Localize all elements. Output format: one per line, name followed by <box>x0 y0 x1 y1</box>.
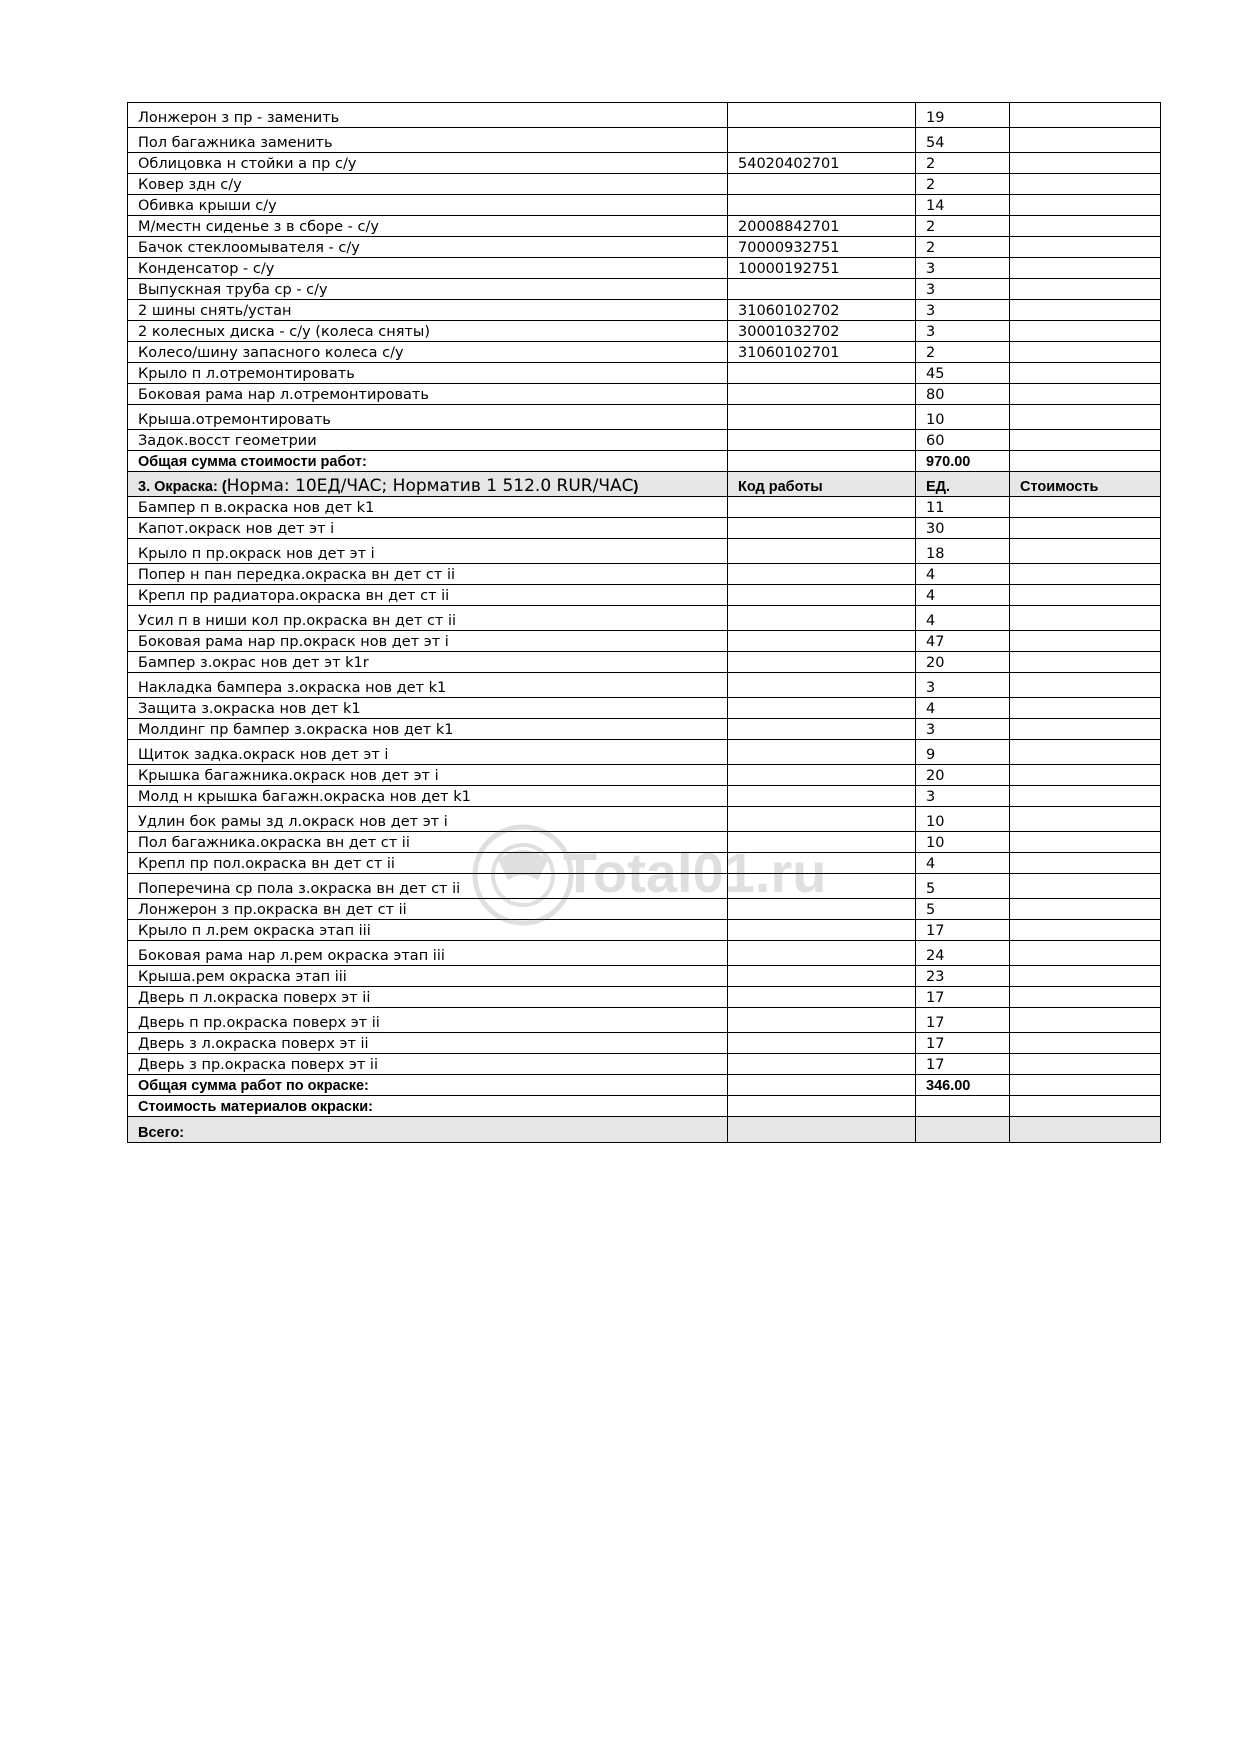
work-row <box>128 153 1161 174</box>
col-header-cost: Стоимость <box>1010 472 1161 497</box>
paint-row <box>128 786 1161 807</box>
paint-code-cell <box>728 1054 916 1075</box>
paint-name-cell: Пол багажника.окраска вн дет ст ii <box>128 832 728 853</box>
paint-header <box>128 472 1161 497</box>
paint-row <box>128 941 1161 966</box>
work-row <box>128 279 1161 300</box>
paint-name-cell: Дверь п л.окраска поверх эт ii <box>128 987 728 1008</box>
paint-code-cell <box>728 832 916 853</box>
work-code-cell <box>728 195 916 216</box>
paint-title: 3. Окраска: ( <box>138 479 227 495</box>
work-units-cell: 80 <box>916 384 1010 405</box>
paint-name-cell: Крепл пр пол.окраска вн дет ст ii <box>128 853 728 874</box>
paint-name-cell: Крыша.рем окраска этап iii <box>128 966 728 987</box>
work-name-cell: 2 колесных диска - с/у (колеса сняты) <box>128 321 728 342</box>
work-name-cell: Выпускная труба ср - с/у <box>128 279 728 300</box>
work-name-cell: Обивка крыши с/у <box>128 195 728 216</box>
paint-cost-cell <box>1010 765 1161 786</box>
work-code-cell: 54020402701 <box>728 153 916 174</box>
paint-row <box>128 832 1161 853</box>
work-row <box>128 430 1161 451</box>
work-units-cell: 2 <box>916 342 1010 363</box>
paint-row <box>128 920 1161 941</box>
paint-cost-cell <box>1010 966 1161 987</box>
work-cost-cell <box>1010 195 1161 216</box>
work-cost-cell <box>1010 174 1161 195</box>
paint-row <box>128 853 1161 874</box>
paint-code-cell <box>728 807 916 832</box>
work-row <box>128 342 1161 363</box>
paint-cost-cell <box>1010 564 1161 585</box>
work-cost-cell <box>1010 405 1161 430</box>
paint-code-cell <box>728 606 916 631</box>
paint-code-cell <box>728 497 916 518</box>
paint-units-cell: 3 <box>916 719 1010 740</box>
paint-code-cell <box>728 698 916 719</box>
paint-row <box>128 807 1161 832</box>
works-total-code <box>728 451 916 472</box>
paint-code-cell <box>728 786 916 807</box>
paint-title-close: ) <box>633 479 639 495</box>
paint-cost-cell <box>1010 673 1161 698</box>
paint-units-cell: 18 <box>916 539 1010 564</box>
work-row <box>128 363 1161 384</box>
paint-row <box>128 1033 1161 1054</box>
estimate-table <box>127 102 1161 1143</box>
work-cost-cell <box>1010 430 1161 451</box>
paint-cost-cell <box>1010 719 1161 740</box>
paint-name-cell: Бампер п в.окраска нов дет k1 <box>128 497 728 518</box>
paint-code-cell <box>728 740 916 765</box>
paint-row <box>128 966 1161 987</box>
work-name-cell: Колесо/шину запасного колеса с/у <box>128 342 728 363</box>
work-code-cell: 30001032702 <box>728 321 916 342</box>
work-units-cell: 3 <box>916 258 1010 279</box>
paint-units-cell: 30 <box>916 518 1010 539</box>
paint-total <box>128 1075 1161 1143</box>
paint-row <box>128 1008 1161 1033</box>
work-name-cell: Конденсатор - с/у <box>128 258 728 279</box>
paint-header-row <box>128 472 1161 497</box>
work-code-cell <box>728 405 916 430</box>
work-name-cell: М/местн сиденье з в сборе - с/у <box>128 216 728 237</box>
work-row <box>128 300 1161 321</box>
paint-units-cell: 5 <box>916 874 1010 899</box>
paint-code-cell <box>728 874 916 899</box>
paint-section <box>128 497 1161 1075</box>
paint-cost-cell <box>1010 832 1161 853</box>
paint-code-cell <box>728 673 916 698</box>
works-section <box>128 103 1161 451</box>
paint-units-cell: 47 <box>916 631 1010 652</box>
work-name-cell: Крыша.отремонтировать <box>128 405 728 430</box>
paint-units-cell: 11 <box>916 497 1010 518</box>
paint-row <box>128 631 1161 652</box>
paint-code-cell <box>728 987 916 1008</box>
work-cost-cell <box>1010 300 1161 321</box>
paint-name-cell: Боковая рама нар пр.окраск нов дет эт i <box>128 631 728 652</box>
work-cost-cell <box>1010 237 1161 258</box>
paint-units-cell: 4 <box>916 698 1010 719</box>
work-cost-cell <box>1010 279 1161 300</box>
work-name-cell: Пол багажника заменить <box>128 128 728 153</box>
paint-name-cell: Щиток задка.окраск нов дет эт i <box>128 740 728 765</box>
paint-name-cell: Поперечина ср пола з.окраска вн дет ст ii <box>128 874 728 899</box>
work-code-cell: 20008842701 <box>728 216 916 237</box>
paint-materials-code <box>728 1096 916 1117</box>
work-name-cell: Бачок стеклоомывателя - с/у <box>128 237 728 258</box>
work-row <box>128 128 1161 153</box>
paint-cost-cell <box>1010 497 1161 518</box>
paint-row <box>128 740 1161 765</box>
works-total-cost <box>1010 451 1161 472</box>
paint-row <box>128 539 1161 564</box>
work-units-cell: 2 <box>916 216 1010 237</box>
paint-units-cell: 17 <box>916 1054 1010 1075</box>
paint-name-cell: Лонжерон з пр.окраска вн дет ст ii <box>128 899 728 920</box>
work-cost-cell <box>1010 384 1161 405</box>
paint-row <box>128 652 1161 673</box>
paint-row <box>128 564 1161 585</box>
work-units-cell: 2 <box>916 174 1010 195</box>
paint-total-label: Общая сумма работ по окраске: <box>128 1075 728 1096</box>
paint-code-cell <box>728 765 916 786</box>
work-units-cell: 3 <box>916 300 1010 321</box>
work-row <box>128 195 1161 216</box>
work-units-cell: 60 <box>916 430 1010 451</box>
work-row <box>128 237 1161 258</box>
paint-total-units: 346.00 <box>916 1075 1010 1096</box>
paint-name-cell: Бампер з.окрас нов дет эт k1r <box>128 652 728 673</box>
paint-units-cell: 17 <box>916 987 1010 1008</box>
paint-materials-row <box>128 1096 1161 1117</box>
paint-cost-cell <box>1010 518 1161 539</box>
work-units-cell: 45 <box>916 363 1010 384</box>
paint-row <box>128 698 1161 719</box>
paint-cost-cell <box>1010 941 1161 966</box>
paint-units-cell: 9 <box>916 740 1010 765</box>
works-total-units: 970.00 <box>916 451 1010 472</box>
paint-name-cell: Крепл пр радиатора.окраска вн дет ст ii <box>128 585 728 606</box>
paint-section-title <box>128 472 728 497</box>
work-name-cell: Задок.восст геометрии <box>128 430 728 451</box>
work-name-cell: 2 шины снять/устан <box>128 300 728 321</box>
work-code-cell: 31060102702 <box>728 300 916 321</box>
work-units-cell: 19 <box>916 103 1010 128</box>
paint-units-cell: 10 <box>916 807 1010 832</box>
paint-row <box>128 497 1161 518</box>
paint-name-cell: Крышка багажника.окраск нов дет эт i <box>128 765 728 786</box>
paint-cost-cell <box>1010 652 1161 673</box>
paint-name-cell: Удлин бок рамы зд л.окраск нов дет эт i <box>128 807 728 832</box>
work-code-cell <box>728 279 916 300</box>
paint-cost-cell <box>1010 585 1161 606</box>
paint-units-cell: 4 <box>916 585 1010 606</box>
paint-name-cell: Молдинг пр бампер з.окраска нов дет k1 <box>128 719 728 740</box>
work-cost-cell <box>1010 153 1161 174</box>
paint-name-cell: Усил п в ниши кол пр.окраска вн дет ст ii <box>128 606 728 631</box>
paint-units-cell: 4 <box>916 564 1010 585</box>
paint-code-cell <box>728 631 916 652</box>
paint-code-cell <box>728 853 916 874</box>
work-cost-cell <box>1010 321 1161 342</box>
work-units-cell: 2 <box>916 237 1010 258</box>
paint-materials-label: Стоимость материалов окраски: <box>128 1096 728 1117</box>
paint-norm: Норма: 10ЕД/ЧАС; Норматив 1 512.0 RUR/ЧАС <box>226 476 634 496</box>
paint-total-row <box>128 1075 1161 1096</box>
paint-cost-cell <box>1010 631 1161 652</box>
work-code-cell <box>728 363 916 384</box>
paint-code-cell <box>728 941 916 966</box>
paint-name-cell: Капот.окраск нов дет эт i <box>128 518 728 539</box>
paint-units-cell: 5 <box>916 899 1010 920</box>
work-cost-cell <box>1010 103 1161 128</box>
paint-cost-cell <box>1010 1054 1161 1075</box>
work-cost-cell <box>1010 342 1161 363</box>
paint-row <box>128 606 1161 631</box>
work-row <box>128 174 1161 195</box>
work-name-cell: Боковая рама нар л.отремонтировать <box>128 384 728 405</box>
paint-name-cell: Крыло п пр.окраск нов дет эт i <box>128 539 728 564</box>
paint-name-cell: Дверь з л.окраска поверх эт ii <box>128 1033 728 1054</box>
paint-row <box>128 518 1161 539</box>
watermark-text: Total01.ru <box>563 841 827 904</box>
work-code-cell <box>728 103 916 128</box>
work-cost-cell <box>1010 128 1161 153</box>
paint-code-cell <box>728 920 916 941</box>
paint-row <box>128 1054 1161 1075</box>
paint-cost-cell <box>1010 987 1161 1008</box>
work-code-cell: 70000932751 <box>728 237 916 258</box>
paint-row <box>128 874 1161 899</box>
paint-materials-units <box>916 1096 1010 1117</box>
paint-row <box>128 673 1161 698</box>
paint-units-cell: 4 <box>916 606 1010 631</box>
work-code-cell <box>728 384 916 405</box>
paint-units-cell: 17 <box>916 1033 1010 1054</box>
paint-name-cell: Защита з.окраска нов дет k1 <box>128 698 728 719</box>
work-name-cell: Облицовка н стойки а пр с/у <box>128 153 728 174</box>
paint-code-cell <box>728 652 916 673</box>
paint-name-cell: Боковая рама нар л.рем окраска этап iii <box>128 941 728 966</box>
paint-name-cell: Попер н пан передка.окраска вн дет ст ii <box>128 564 728 585</box>
paint-total-cost <box>1010 1075 1161 1096</box>
paint-code-cell <box>728 518 916 539</box>
paint-name-cell: Дверь з пр.окраска поверх эт ii <box>128 1054 728 1075</box>
work-units-cell: 14 <box>916 195 1010 216</box>
paint-units-cell: 20 <box>916 765 1010 786</box>
work-code-cell <box>728 128 916 153</box>
paint-row <box>128 719 1161 740</box>
grand-total-units <box>916 1117 1010 1143</box>
paint-row <box>128 765 1161 786</box>
work-units-cell: 3 <box>916 279 1010 300</box>
col-header-code: Код работы <box>728 472 916 497</box>
paint-cost-cell <box>1010 874 1161 899</box>
paint-units-cell: 3 <box>916 673 1010 698</box>
paint-name-cell: Крыло п л.рем окраска этап iii <box>128 920 728 941</box>
paint-units-cell: 17 <box>916 1008 1010 1033</box>
work-row <box>128 405 1161 430</box>
paint-code-cell <box>728 899 916 920</box>
paint-code-cell <box>728 719 916 740</box>
work-code-cell <box>728 174 916 195</box>
paint-cost-cell <box>1010 807 1161 832</box>
paint-cost-cell <box>1010 1008 1161 1033</box>
paint-name-cell: Дверь п пр.окраска поверх эт ii <box>128 1008 728 1033</box>
work-code-cell: 31060102701 <box>728 342 916 363</box>
paint-cost-cell <box>1010 606 1161 631</box>
paint-name-cell: Накладка бампера з.окраска нов дет k1 <box>128 673 728 698</box>
work-row <box>128 384 1161 405</box>
col-header-units: ЕД. <box>916 472 1010 497</box>
work-units-cell: 54 <box>916 128 1010 153</box>
work-row <box>128 258 1161 279</box>
grand-total-row <box>128 1117 1161 1143</box>
work-row <box>128 321 1161 342</box>
work-code-cell <box>728 430 916 451</box>
paint-cost-cell <box>1010 740 1161 765</box>
paint-code-cell <box>728 539 916 564</box>
paint-total-code <box>728 1075 916 1096</box>
paint-row <box>128 585 1161 606</box>
grand-total-label: Всего: <box>128 1117 728 1143</box>
works-total-row <box>128 451 1161 472</box>
paint-units-cell: 23 <box>916 966 1010 987</box>
works-total-label: Общая сумма стоимости работ: <box>128 451 728 472</box>
paint-row <box>128 987 1161 1008</box>
paint-code-cell <box>728 1033 916 1054</box>
paint-cost-cell <box>1010 698 1161 719</box>
work-row <box>128 103 1161 128</box>
work-name-cell: Лонжерон з пр - заменить <box>128 103 728 128</box>
paint-cost-cell <box>1010 539 1161 564</box>
paint-units-cell: 24 <box>916 941 1010 966</box>
paint-units-cell: 10 <box>916 832 1010 853</box>
work-name-cell: Ковер здн с/у <box>128 174 728 195</box>
work-cost-cell <box>1010 216 1161 237</box>
paint-units-cell: 17 <box>916 920 1010 941</box>
paint-name-cell: Молд н крышка багажн.окраска нов дет k1 <box>128 786 728 807</box>
paint-row <box>128 899 1161 920</box>
paint-units-cell: 20 <box>916 652 1010 673</box>
paint-code-cell <box>728 1008 916 1033</box>
paint-code-cell <box>728 564 916 585</box>
grand-total-code <box>728 1117 916 1143</box>
paint-cost-cell <box>1010 786 1161 807</box>
paint-units-cell: 4 <box>916 853 1010 874</box>
paint-cost-cell <box>1010 853 1161 874</box>
work-units-cell: 3 <box>916 321 1010 342</box>
work-units-cell: 10 <box>916 405 1010 430</box>
paint-code-cell <box>728 966 916 987</box>
work-units-cell: 2 <box>916 153 1010 174</box>
paint-units-cell: 3 <box>916 786 1010 807</box>
grand-total-cost <box>1010 1117 1161 1143</box>
works-total <box>128 451 1161 472</box>
paint-code-cell <box>728 585 916 606</box>
work-row <box>128 216 1161 237</box>
work-cost-cell <box>1010 258 1161 279</box>
paint-cost-cell <box>1010 1033 1161 1054</box>
paint-materials-cost <box>1010 1096 1161 1117</box>
work-code-cell: 10000192751 <box>728 258 916 279</box>
paint-cost-cell <box>1010 920 1161 941</box>
paint-cost-cell <box>1010 899 1161 920</box>
work-cost-cell <box>1010 363 1161 384</box>
work-name-cell: Крыло п л.отремонтировать <box>128 363 728 384</box>
